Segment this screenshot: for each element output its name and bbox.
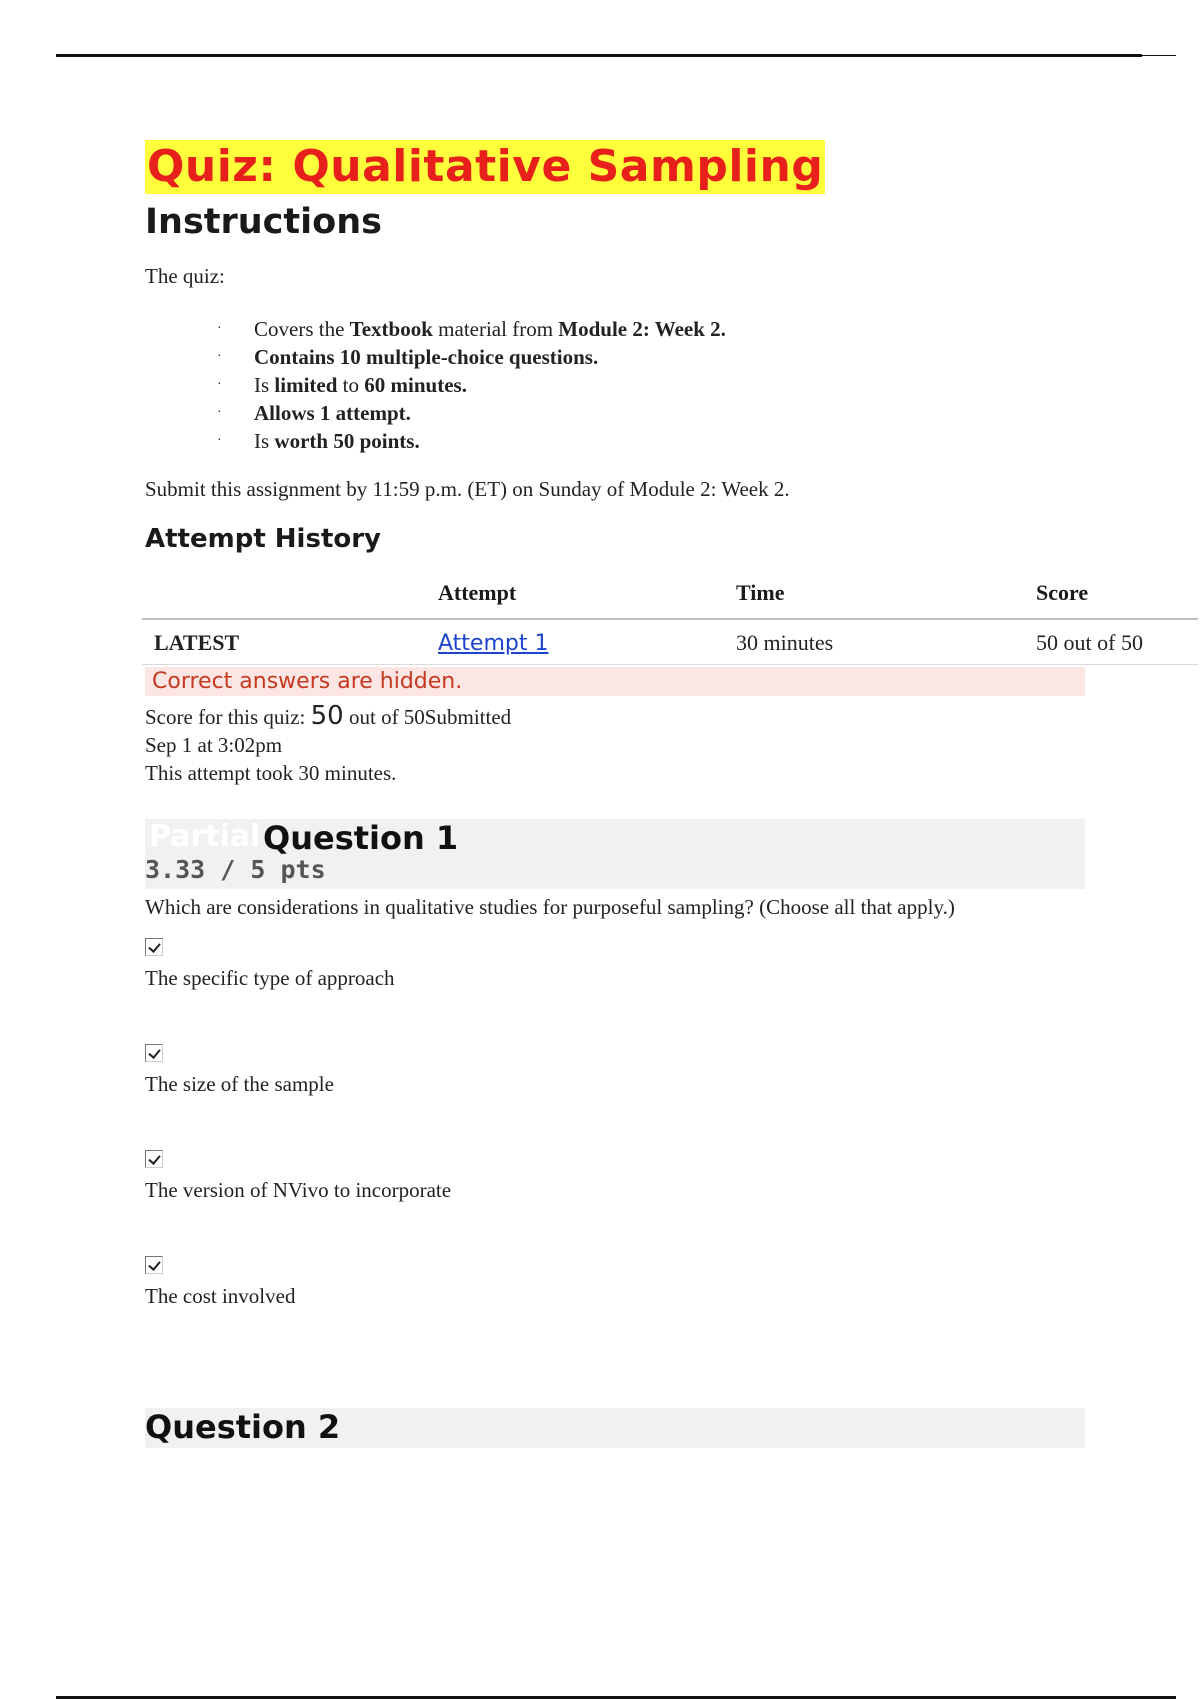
answer-option bbox=[145, 1044, 1195, 1144]
attempt-duration: This attempt took 30 minutes. bbox=[145, 761, 397, 785]
quiz-intro: The quiz: bbox=[145, 264, 225, 288]
bullet-icon: · bbox=[217, 377, 222, 392]
submit-deadline-note: Submit this assignment by 11:59 p.m. (ET) on Sunday of Module 2: Week 2. bbox=[145, 477, 790, 501]
question-2-title: Question 2 bbox=[145, 1408, 341, 1446]
table-header-row bbox=[142, 580, 1198, 619]
latest-label: LATEST bbox=[154, 630, 240, 655]
top-rule-tail bbox=[1142, 55, 1176, 56]
bullet-icon: · bbox=[217, 405, 222, 420]
column-header-score: Score bbox=[1036, 580, 1089, 605]
checked-checkbox-icon[interactable] bbox=[145, 1256, 163, 1274]
answer-text: The specific type of approach bbox=[145, 966, 395, 990]
column-header bbox=[142, 580, 438, 619]
partial-credit-badge: Partial bbox=[149, 819, 261, 854]
rule-item: · Contains 10 multiple-choice questions. bbox=[217, 345, 599, 369]
attempt-cell bbox=[438, 619, 736, 665]
checked-checkbox-icon[interactable] bbox=[145, 1044, 163, 1062]
bullet-icon: · bbox=[217, 349, 222, 364]
correct-answers-hidden-notice: Correct answers are hidden. bbox=[145, 667, 1085, 696]
answer-option bbox=[145, 1150, 1195, 1250]
quiz-rules-list bbox=[145, 315, 1195, 455]
rule-item: · Is worth 50 points. bbox=[217, 429, 420, 453]
quiz-score-line: Score for this quiz: 50 out of 50Submitted bbox=[145, 701, 512, 731]
bullet-icon: · bbox=[217, 433, 222, 448]
bottom-rule bbox=[56, 1696, 1176, 1699]
table-row bbox=[142, 619, 1198, 665]
answer-text: The size of the sample bbox=[145, 1072, 334, 1096]
checked-checkbox-icon[interactable] bbox=[145, 1150, 163, 1168]
instructions-heading: Instructions bbox=[145, 202, 382, 242]
rule-item: · Allows 1 attempt. bbox=[217, 401, 411, 425]
quiz-title: Quiz: Qualitative Sampling bbox=[147, 141, 824, 192]
question-2-header bbox=[145, 1408, 1085, 1448]
score-cell: 50 out of 50 bbox=[1036, 630, 1143, 655]
question-1-text: Which are considerations in qualitative studies for purposeful sampling? (Choose all that apply.) bbox=[145, 895, 955, 919]
attempt-link[interactable]: Attempt 1 bbox=[438, 631, 549, 656]
time-cell: 30 minutes bbox=[736, 630, 834, 655]
rule-item: · Covers the Textbook material from Module 2: Week 2. bbox=[217, 317, 726, 341]
top-rule bbox=[56, 54, 1142, 57]
answer-option bbox=[145, 1256, 1195, 1356]
attempt-history-table bbox=[142, 580, 1198, 665]
attempt-history-heading: Attempt History bbox=[145, 524, 382, 554]
answer-text: The cost involved bbox=[145, 1284, 296, 1308]
submitted-timestamp: Sep 1 at 3:02pm bbox=[145, 733, 283, 757]
bullet-icon: · bbox=[217, 321, 222, 336]
question-1-answers bbox=[145, 938, 1195, 1356]
question-1-points: 3.33 / 5 pts bbox=[145, 855, 326, 884]
question-1-title: Question 1 bbox=[263, 819, 459, 857]
column-header-time: Time bbox=[736, 580, 785, 605]
score-value: 50 bbox=[310, 701, 344, 731]
question-1-header bbox=[145, 819, 1085, 889]
answer-option bbox=[145, 938, 1195, 1038]
column-header-attempt: Attempt bbox=[438, 580, 517, 605]
quiz-content bbox=[145, 140, 1195, 1448]
rule-item: · Is limited to 60 minutes. bbox=[217, 373, 467, 397]
answer-text: The version of NVivo to incorporate bbox=[145, 1178, 452, 1202]
checked-checkbox-icon[interactable] bbox=[145, 938, 163, 956]
